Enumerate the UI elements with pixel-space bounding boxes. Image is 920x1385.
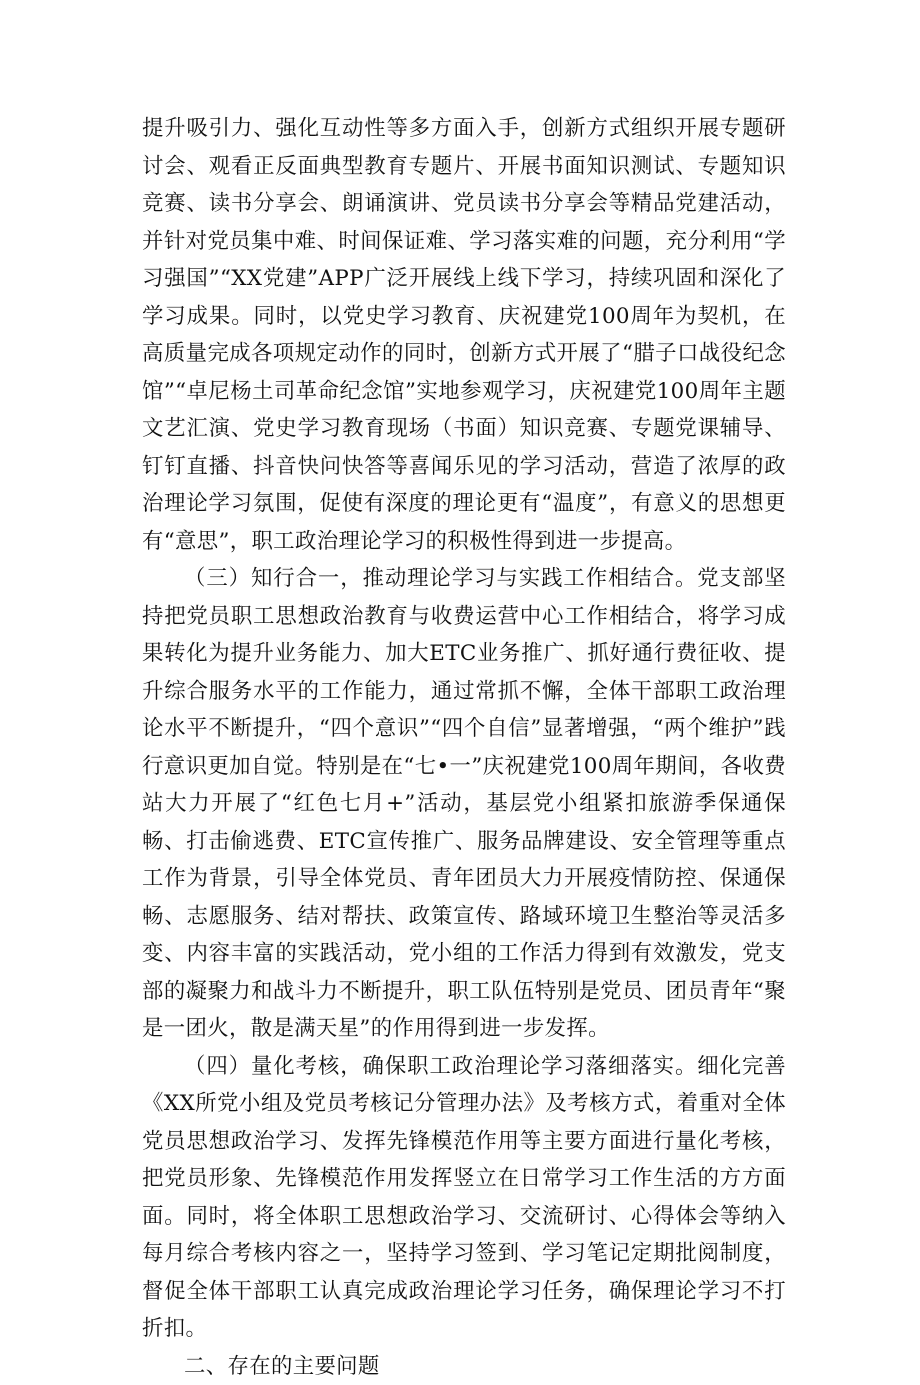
document-body	[142, 110, 786, 1385]
section-heading: 二、存在的主要问题	[142, 1348, 786, 1385]
paragraph-section-three: （三）知行合一，推动理论学习与实践工作相结合。党支部坚持把党员职工思想政治教育与收费运营中心工作相结合，将学习成果转化为提升业务能力、加大ETC业务推广、抓好通行费征收、提升综合服务水平的工作能力，通过常抓不懈，全体干部职工政治理论水平不断提升，“四个意识”“四个自信”显著增强，“两个维护”践行意识更加自觉。特别是在“七•一”庆祝建党100周年期间，各收费站大力开展了“红色七月+”活动，基层党小组紧扣旅游季保通保畅、打击偷逃费、ETC宣传推广、服务品牌建设、安全管理等重点工作为背景，引导全体党员、青年团员大力开展疫情防控、保通保畅、志愿服务、结对帮扶、政策宣传、路域环境卫生整治等灵活多变、内容丰富的实践活动，党小组的工作活力得到有效激发，党支部的凝聚力和战斗力不断提升，职工队伍特别是党员、团员青年“聚是一团火，散是满天星”的作用得到进一步发挥。	[142, 560, 786, 1048]
paragraph-section-four: （四）量化考核，确保职工政治理论学习落细落实。细化完善《XX所党小组及党员考核记分管理办法》及考核方式，着重对全体党员思想政治学习、发挥先锋模范作用等主要方面进行量化考核，把党员形象、先锋模范作用发挥竖立在日常学习工作生活的方方面面。同时，将全体职工思想政治学习、交流研讨、心得体会等纳入每月综合考核内容之一，坚持学习签到、学习笔记定期批阅制度，督促全体干部职工认真完成政治理论学习任务，确保理论学习不打折扣。	[142, 1048, 786, 1348]
paragraph-continuation: 提升吸引力、强化互动性等多方面入手，创新方式组织开展专题研讨会、观看正反面典型教育专题片、开展书面知识测试、专题知识竞赛、读书分享会、朗诵演讲、党员读书分享会等精品党建活动，并针对党员集中难、时间保证难、学习落实难的问题，充分利用“学习强国”“XX党建”APP广泛开展线上线下学习，持续巩固和深化了学习成果。同时，以党史学习教育、庆祝建党100周年为契机，在高质量完成各项规定动作的同时，创新方式开展了“腊子口战役纪念馆”“卓尼杨土司革命纪念馆”实地参观学习，庆祝建党100周年主题文艺汇演、党史学习教育现场（书面）知识竞赛、专题党课辅导、钉钉直播、抖音快问快答等喜闻乐见的学习活动，营造了浓厚的政治理论学习氛围，促使有深度的理论更有“温度”，有意义的思想更有“意思”，职工政治理论学习的积极性得到进一步提高。	[142, 110, 786, 560]
